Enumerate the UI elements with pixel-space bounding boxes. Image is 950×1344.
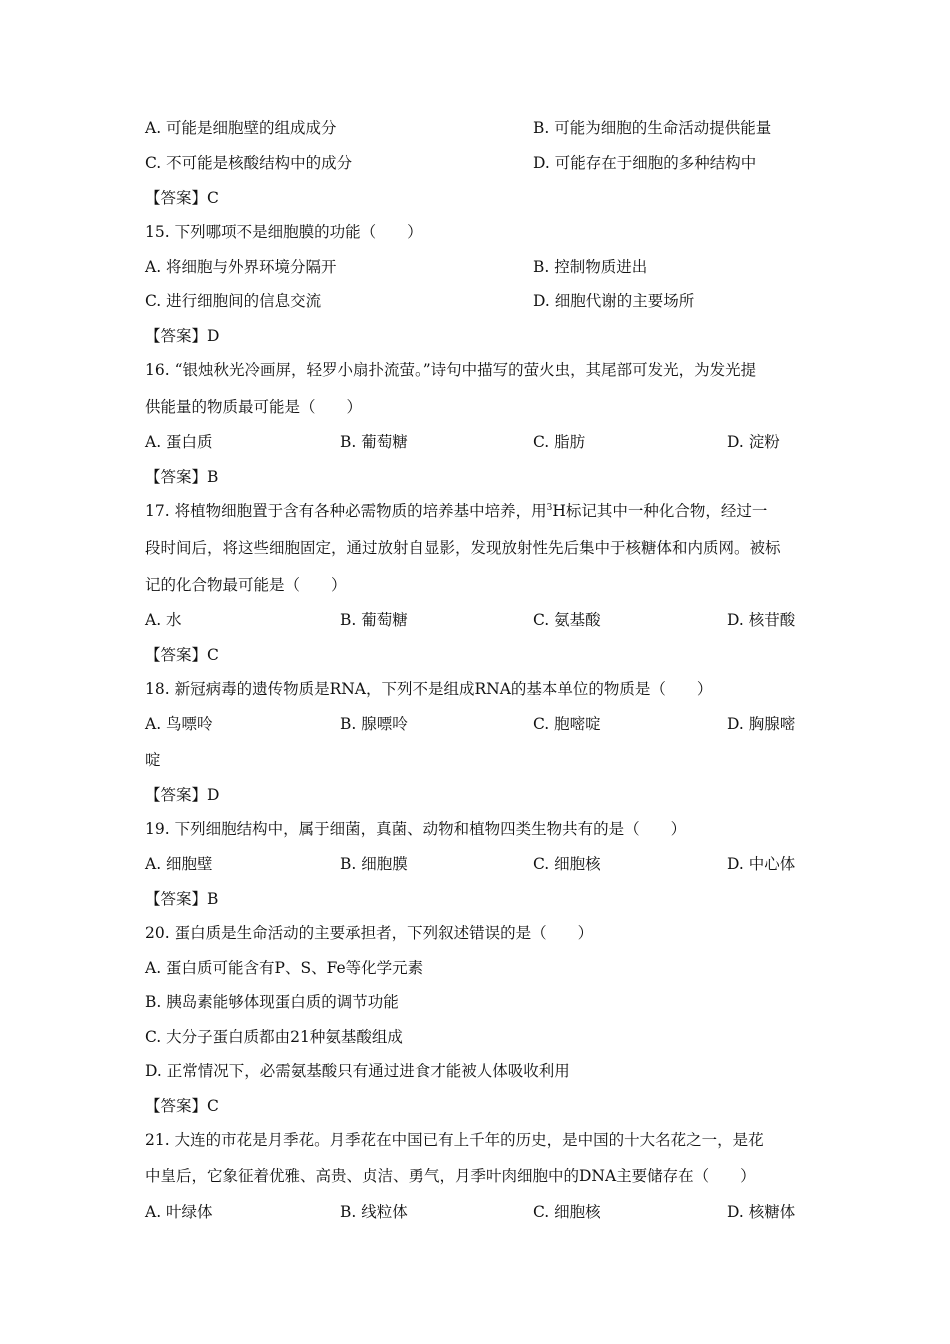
q21-stem-line1: 21. 大连的市花是月季花。月季花在中国已有上千年的历史，是中国的十大名花之一，是花 [145, 1131, 764, 1149]
q19-stem: 19. 下列细胞结构中，属于细菌，真菌、动物和植物四类生物共有的是（ ） [145, 820, 687, 838]
q17-isotope-superscript: 3 [546, 503, 553, 513]
q15-option-a: A. 将细胞与外界环境分隔开 [145, 258, 337, 276]
q19-option-d: D. 中心体 [727, 855, 796, 873]
q17-option-b: B. 葡萄糖 [340, 611, 408, 629]
q18-option-c: C. 胞嘧啶 [533, 715, 601, 733]
q21-option-d: D. 核糖体 [727, 1203, 796, 1221]
q15-option-b: B. 控制物质进出 [533, 258, 648, 276]
q18-option-b: B. 腺嘌呤 [340, 715, 408, 733]
q19-option-c: C. 细胞核 [533, 855, 601, 873]
q17-option-c: C. 氨基酸 [533, 611, 601, 629]
q21-option-a: A. 叶绿体 [145, 1203, 213, 1221]
q17-option-a: A. 水 [145, 611, 182, 629]
q20-stem: 20. 蛋白质是生命活动的主要承担者，下列叙述错误的是（ ） [145, 924, 594, 942]
q21-option-c: C. 细胞核 [533, 1203, 601, 1221]
q18-option-d-continued: 啶 [145, 751, 161, 769]
q17-stem-line1-post: H标记其中一种化合物，经过一 [552, 502, 768, 520]
q15-answer: 【答案】D [145, 327, 220, 345]
q16-stem-line2: 供能量的物质最可能是（ ） [145, 398, 363, 416]
q18-option-a: A. 鸟嘌呤 [145, 715, 213, 733]
q21-option-b: B. 线粒体 [340, 1203, 408, 1221]
q17-stem-line1 [145, 501, 767, 521]
q16-option-d: D. 淀粉 [727, 433, 780, 451]
q16-answer: 【答案】B [145, 468, 219, 486]
q19-option-a: A. 细胞壁 [145, 855, 213, 873]
q16-option-c: C. 脂肪 [533, 433, 586, 451]
q18-answer: 【答案】D [145, 786, 220, 804]
q14-option-d: D. 可能存在于细胞的多种结构中 [533, 154, 757, 172]
q14-option-b: B. 可能为细胞的生命活动提供能量 [533, 119, 772, 137]
q21-stem-line2: 中皇后，它象征着优雅、高贵、贞洁、勇气，月季叶肉细胞中的DNA主要储存在（ ） [145, 1167, 756, 1185]
q16-option-b: B. 葡萄糖 [340, 433, 408, 451]
q14-answer: 【答案】C [145, 189, 219, 207]
q20-option-d: D. 正常情况下，必需氨基酸只有通过进食才能被人体吸收利用 [145, 1062, 570, 1080]
q14-option-c: C. 不可能是核酸结构中的成分 [145, 154, 353, 172]
q17-stem-line3: 记的化合物最可能是（ ） [145, 576, 347, 594]
q17-answer: 【答案】C [145, 646, 219, 664]
q20-option-a: A. 蛋白质可能含有P、S、Fe等化学元素 [145, 959, 424, 977]
q18-stem: 18. 新冠病毒的遗传物质是RNA，下列不是组成RNA的基本单位的物质是（ ） [145, 680, 713, 698]
q17-stem-line1-pre: 17. 将植物细胞置于含有各种必需物质的培养基中培养，用 [145, 502, 547, 520]
q18-option-d: D. 胸腺嘧 [727, 715, 796, 733]
q20-option-c: C. 大分子蛋白质都由21种氨基酸组成 [145, 1028, 403, 1046]
q15-option-d: D. 细胞代谢的主要场所 [533, 292, 695, 310]
q14-option-a: A. 可能是细胞壁的组成成分 [145, 119, 337, 137]
q15-option-c: C. 进行细胞间的信息交流 [145, 292, 322, 310]
q17-option-d: D. 核苷酸 [727, 611, 796, 629]
q19-answer: 【答案】B [145, 890, 219, 908]
q15-stem: 15. 下列哪项不是细胞膜的功能（ ） [145, 223, 423, 241]
q17-stem-line2: 段时间后，将这些细胞固定，通过放射自显影，发现放射性先后集中于核糖体和内质网。被标 [145, 539, 781, 557]
q20-answer: 【答案】C [145, 1097, 219, 1115]
q16-stem-line1: 16. “银烛秋光冷画屏，轻罗小扇扑流萤。”诗句中描写的萤火虫，其尾部可发光，为发光提 [145, 361, 757, 379]
q19-option-b: B. 细胞膜 [340, 855, 408, 873]
q16-option-a: A. 蛋白质 [145, 433, 213, 451]
q20-option-b: B. 胰岛素能够体现蛋白质的调节功能 [145, 993, 399, 1011]
